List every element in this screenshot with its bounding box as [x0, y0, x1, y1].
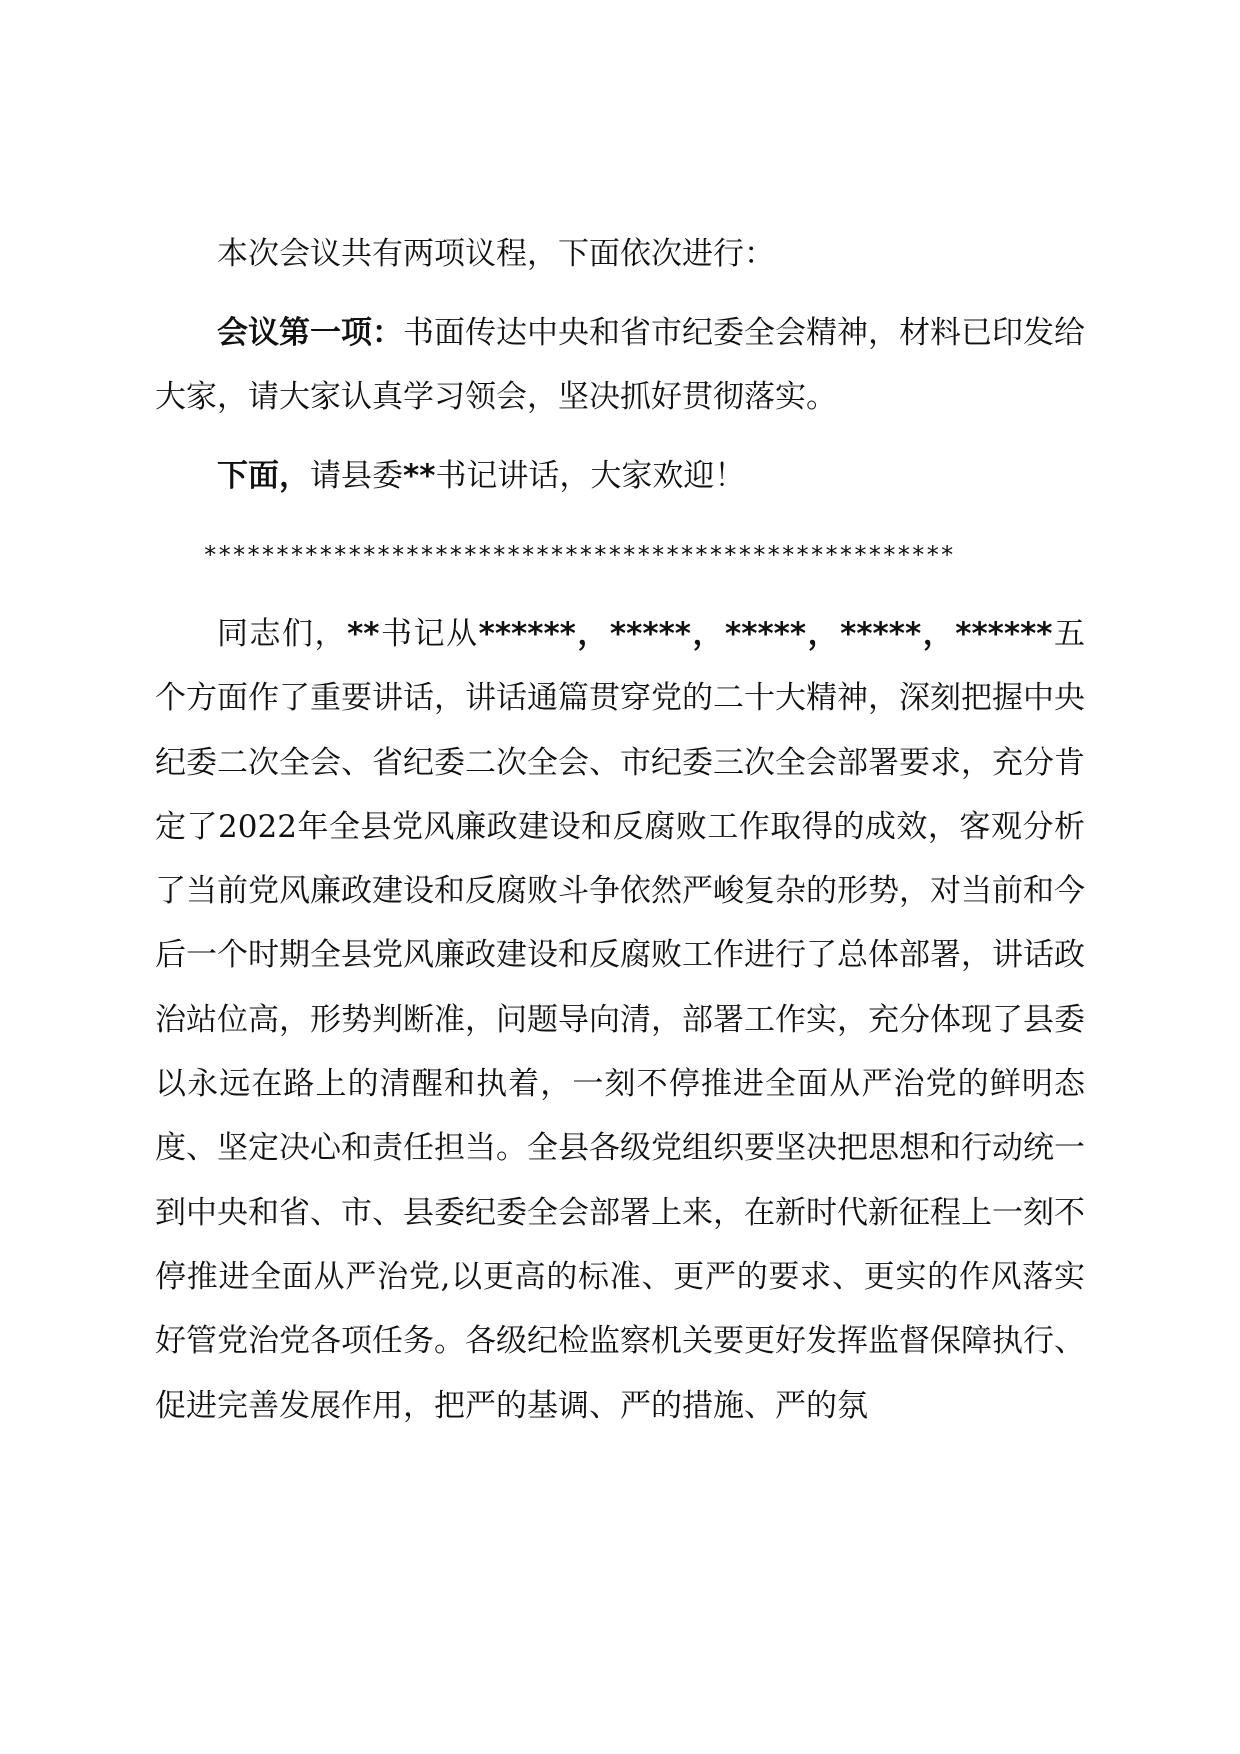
speech-body: 五个方面作了重要讲话，讲话通篇贯穿党的二十大精神，深刻把握中央纪委二次全会、省纪委二次全会、市纪委三次全会部署要求，充分肯定了2022年全县党风廉政建设和反腐败工作取得的成效，客观分析了当前党风廉政建设和反腐败斗争依然严峻复杂的形势，对当前和今后一个时期全县党风廉政建设和反腐败工作进行了总体部署，讲话政治站位高，形势判断准，问题导向清，部署工作实，充分体现了县委以永远在路上的清醒和执着，一刻不停推进全面从严治党的鲜明态度、坚定决心和责任担当。全县各级党组织要坚决把思想和行动统一到中央和省、市、县委纪委全会部署上来，在新时代新征程上一刻不停推进全面从严治党,以更高的标准、更严的要求、更实的作风落实好管党治党各项任务。各级纪检监察机关要更好发挥监督保障执行、促进完善发展作用，把严的基调、严的措施、严的氛 — [155, 616, 1086, 1424]
item-one-text: 书面传达中央和省市纪委全会精神，材料已印发给大家，请大家认真学习领会，坚决抓好贯彻落实。 — [155, 315, 1085, 415]
next-stars: ** — [403, 458, 436, 494]
next-text-a: 请县委 — [310, 458, 403, 494]
separator-line: **************************************************** — [203, 541, 955, 569]
next-label: 下面， — [217, 458, 310, 494]
document-body — [155, 222, 1085, 1453]
agenda-item-one — [155, 301, 1085, 429]
next-text-b: 书记讲话，大家欢迎！ — [435, 458, 746, 494]
speech-opening: 同志们， — [217, 616, 348, 652]
speech-bold-2: ******，*****，*****，*****，****** — [478, 616, 1053, 652]
item-one-label: 会议第一项： — [217, 315, 403, 351]
speech-bold-1: ** — [347, 616, 380, 652]
agenda-intro-text: 本次会议共有两项议程，下面依次进行： — [217, 236, 775, 272]
speech-text-1: 书记从 — [379, 616, 479, 652]
next-speaker-paragraph — [155, 444, 1085, 508]
speech-paragraph — [155, 602, 1085, 1438]
agenda-intro — [155, 222, 1085, 286]
